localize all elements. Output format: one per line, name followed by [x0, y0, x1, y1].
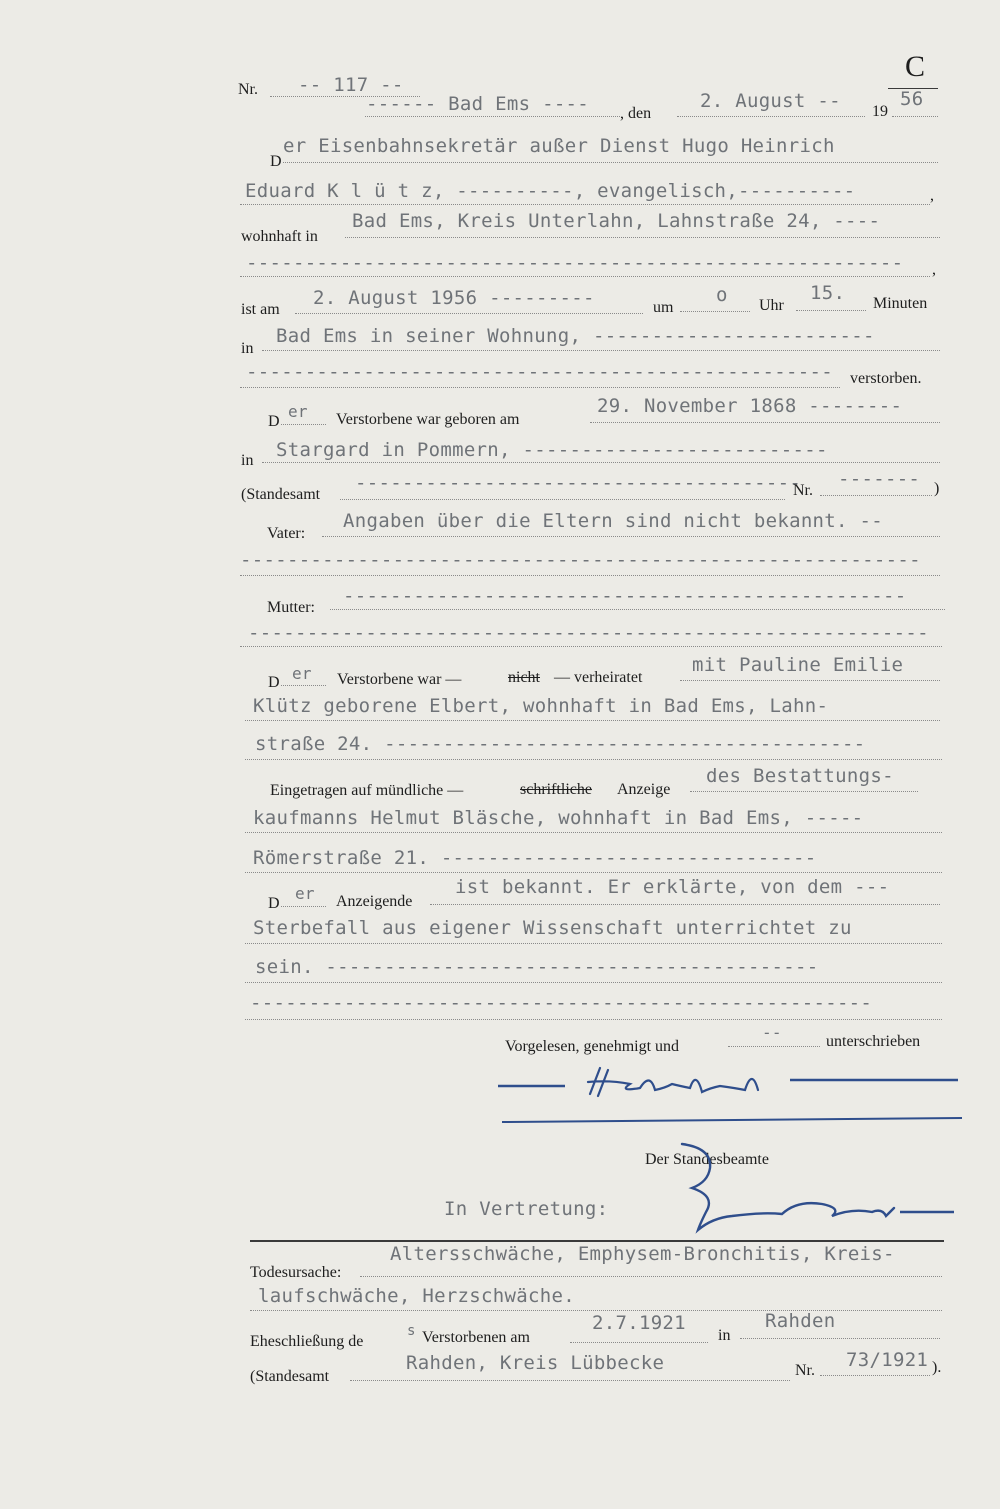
- deceased-line4-dots: [240, 276, 930, 277]
- birth-date: 29. November 1868 --------: [597, 395, 903, 417]
- marriage-nr-dots: [820, 1375, 930, 1376]
- anzeigende-dots: [430, 904, 940, 905]
- verstorbene-war-label: Verstorbene war —: [337, 671, 462, 688]
- year-dots: [892, 116, 938, 117]
- place-dots: [365, 116, 620, 117]
- cause-line2-dots: [250, 1310, 942, 1311]
- minuten-label: Minuten: [873, 295, 928, 312]
- mutter-dots: [330, 609, 945, 610]
- vater-value: Angaben über die Eltern sind nicht bekannt. --: [343, 510, 883, 532]
- birth-close-paren: ): [934, 480, 940, 497]
- anzeigende-d-prefix: D: [268, 895, 280, 912]
- hour-dots: [680, 311, 750, 312]
- registration-line2: kaufmanns Helmut Bläsche, wohnhaft in Bad Ems, -----: [253, 807, 864, 829]
- vorgelesen-label: Vorgelesen, genehmigt und: [505, 1038, 680, 1055]
- mutter-label: Mutter:: [267, 599, 315, 616]
- mutter-value: ------------------------------------------------: [343, 585, 907, 607]
- birth-nr-label: Nr.: [793, 482, 813, 499]
- nr-label: Nr.: [238, 81, 258, 98]
- spouse-line2-dots: [245, 720, 940, 721]
- vertretung-value: In Vertretung:: [444, 1198, 609, 1220]
- minutes-dots: [796, 310, 866, 311]
- deceased-line2: Eduard K l ü t z, ----------, evangelisch,----------: [245, 180, 856, 202]
- eheschliessung-label: Eheschließung de: [250, 1333, 364, 1350]
- verstorbenen-am-label: Verstorbenen am: [422, 1329, 530, 1346]
- death-date: 2. August 1956 ---------: [313, 287, 595, 309]
- birth-standesamt-value: --------------------------------------: [355, 472, 802, 494]
- standesbeamte-label: Der Standesbeamte: [645, 1151, 769, 1168]
- mutter-line2-dots: [240, 646, 942, 647]
- death-place-line2-dots: [240, 387, 840, 388]
- spouse-line2: Klütz geborene Elbert, wohnhaft in Bad Ems, Lahn-: [253, 695, 829, 717]
- birth-nr-value: -------: [838, 468, 921, 490]
- birth-d-suffix: er: [288, 402, 308, 421]
- registration-line3-dots: [245, 872, 942, 873]
- eingetragen-label: Eingetragen auf mündliche —: [270, 782, 464, 799]
- spouse-value: mit Pauline Emilie: [692, 654, 904, 676]
- spouse-line3: straße 24. -----------------------------------------: [255, 733, 866, 755]
- header-place: ------ Bad Ems ----: [366, 93, 590, 115]
- informant-signature: [490, 1058, 965, 1130]
- birth-d-prefix: D: [268, 413, 280, 430]
- unterschrieben-label: unterschrieben: [826, 1033, 921, 1050]
- spouse-line3-dots: [245, 759, 942, 760]
- marriage-place-dots: [740, 1338, 940, 1339]
- todesursache-label: Todesursache:: [250, 1264, 342, 1281]
- uhr-label: Uhr: [759, 297, 784, 314]
- death-place-line2: --------------------------------------------------: [246, 361, 833, 383]
- anzeigende-d-suffix: er: [295, 884, 315, 903]
- vorgelesen-dots: [728, 1046, 820, 1047]
- nr-value: -- 117 --: [298, 74, 404, 96]
- wohnhaft-dots: [345, 237, 940, 238]
- marriage-nr-value: 73/1921: [846, 1349, 929, 1371]
- vater-line2-dots: [240, 575, 940, 576]
- verstorben-label: verstorben.: [850, 370, 922, 387]
- death-date-dots: [295, 313, 643, 314]
- birth-standesamt-label: (Standesamt: [241, 486, 321, 503]
- registration-line1-dots: [690, 791, 918, 792]
- marriage-standesamt-label: (Standesamt: [250, 1368, 330, 1385]
- married-d-suffix: er: [292, 664, 312, 683]
- anzeigende-value: ist bekannt. Er erklärte, von dem ---: [455, 876, 890, 898]
- anzeigende-line3: sein. ------------------------------------------: [255, 956, 819, 978]
- deceased-line4-comma: ,: [932, 261, 936, 278]
- anzeigende-d-dots: [281, 906, 326, 907]
- marriage-date: 2.7.1921: [592, 1312, 686, 1334]
- death-place: Bad Ems in seiner Wohnung, ------------------------: [276, 325, 875, 347]
- marriage-date-dots: [570, 1342, 708, 1343]
- birth-in-label: in: [241, 452, 254, 469]
- married-d-prefix: D: [268, 674, 280, 691]
- birth-standesamt-dots: [340, 499, 785, 500]
- death-in-label: in: [241, 340, 254, 357]
- year-suffix: 56: [900, 88, 924, 110]
- cause-line1: Altersschwäche, Emphysem-Bronchitis, Kreis-: [390, 1243, 895, 1265]
- birth-nr-dots: [820, 495, 932, 496]
- section-divider: [250, 1240, 944, 1242]
- corner-mark: C: [905, 50, 926, 83]
- marriage-nr-label: Nr.: [795, 1362, 815, 1379]
- deceased-d-prefix: D: [270, 153, 282, 170]
- birth-place: Stargard in Pommern, --------------------------: [276, 439, 828, 461]
- anzeigende-line4: -----------------------------------------------------: [250, 992, 873, 1014]
- death-hour: o: [716, 284, 728, 306]
- date-dots: [677, 116, 865, 117]
- eheschliessung-super: s: [407, 1323, 416, 1339]
- registrar-signature: [672, 1138, 962, 1234]
- anzeigende-line2: Sterbefall aus eigener Wissenschaft unterrichtet zu: [253, 917, 852, 939]
- marriage-standesamt-dots: [350, 1380, 790, 1381]
- marriage-place: Rahden: [765, 1310, 836, 1332]
- cause-line1-dots: [360, 1276, 942, 1277]
- cause-line2: laufschwäche, Herzschwäche.: [258, 1285, 575, 1307]
- deceased-line1-dots: [283, 162, 938, 163]
- anzeige-label: Anzeige: [617, 781, 671, 798]
- birth-d-dots: [281, 424, 326, 425]
- anzeigende-label: Anzeigende: [336, 893, 413, 910]
- vater-line2: ----------------------------------------------------------: [240, 549, 921, 571]
- header-date: 2. August --: [700, 90, 841, 112]
- registration-line2-dots: [245, 832, 942, 833]
- spouse-dots: [680, 680, 940, 681]
- nicht-struck: nicht: [508, 669, 540, 686]
- vater-dots: [322, 536, 940, 537]
- death-minutes: 15.: [810, 282, 846, 304]
- marriage-close: ).: [932, 1359, 942, 1376]
- vater-label: Vater:: [267, 525, 306, 542]
- wohnhaft-label: wohnhaft in: [241, 228, 318, 245]
- birth-place-dots: [262, 462, 940, 463]
- registration-line3: Römerstraße 21. --------------------------------: [253, 847, 817, 869]
- deceased-line2-dots: [240, 204, 930, 205]
- vorgelesen-value: --: [762, 1023, 782, 1042]
- birth-date-dots: [590, 422, 940, 423]
- year-prefix: 19: [872, 103, 888, 120]
- um-label: um: [653, 299, 674, 316]
- anzeigende-line2-dots: [245, 943, 942, 944]
- deceased-line2-comma: ,: [930, 187, 934, 204]
- death-place-dots: [262, 350, 940, 351]
- mutter-line2: ----------------------------------------------------------: [248, 622, 929, 644]
- anzeigende-line4-dots: [245, 1019, 942, 1020]
- marriage-in-label: in: [718, 1327, 731, 1344]
- registration-line1: des Bestattungs-: [706, 765, 894, 787]
- ist-am-label: ist am: [241, 301, 280, 318]
- married-d-dots: [281, 685, 326, 686]
- deceased-line4: --------------------------------------------------------: [246, 252, 904, 274]
- anzeigende-line3-dots: [245, 982, 942, 983]
- verheiratet-label: — verheiratet: [554, 669, 643, 686]
- den-label: , den: [620, 105, 652, 122]
- schriftliche-struck: schriftliche: [520, 781, 592, 798]
- wohnhaft-value: Bad Ems, Kreis Unterlahn, Lahnstraße 24, ----: [352, 210, 881, 232]
- marriage-standesamt-value: Rahden, Kreis Lübbecke: [406, 1352, 665, 1374]
- deceased-line1: er Eisenbahnsekretär außer Dienst Hugo Heinrich: [283, 135, 835, 157]
- geboren-label: Verstorbene war geboren am: [336, 411, 520, 428]
